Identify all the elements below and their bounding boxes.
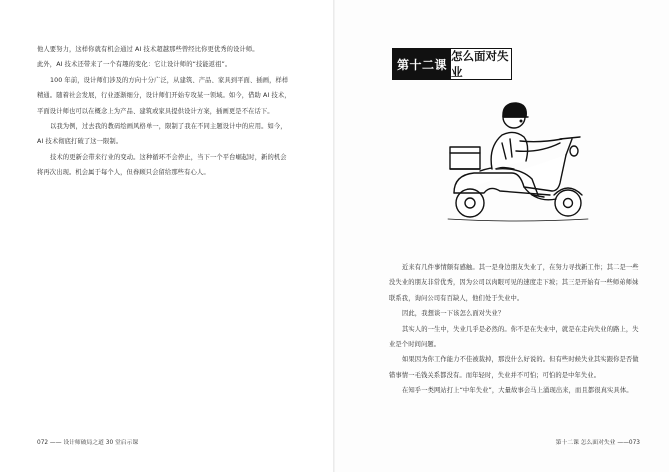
lesson-number: 第十二课 bbox=[393, 49, 451, 79]
paragraph: 其实人的一生中，失业几乎是必然的。你不是在失业中，就是在走向失业的路上，失业是个时间问题。 bbox=[389, 325, 639, 349]
lesson-banner bbox=[392, 48, 512, 80]
paragraph: 近来有几件事情颇有感触。其一是身边朋友失业了，在努力寻找新工作；其二是一些没失业的朋友非常优秀，因为公司以肉眼可见的速度走下坡；其三是开始有一些师弟师妹联系我，询问公司有百缺人，他们处于失业中。 bbox=[389, 264, 639, 302]
paragraph: 技术的更新会带来行业的变动。这种循环不会停止，当下一个平台崛起时，新的机会将再次出现。机会属于每个人，但眷顾只会留给那些有心人。 bbox=[37, 153, 287, 177]
right-page-body bbox=[389, 260, 641, 399]
paragraph: 此外，AI 技术还带来了一个有趣的变化：它让设计师的“技能返祖”。 bbox=[37, 61, 232, 69]
paragraph: 如果因为你工作能力不佳被裁掉，那没什么好说的。但有些时候失业其实跟你是否做错事情一毛钱关系都没有。而年轻时，失业并不可怕；可怕的是中年失业。 bbox=[389, 356, 639, 379]
paragraph: 他人要努力，这样你就有机会通过 AI 技术超越那些曾经比你更优秀的设计师。 bbox=[37, 46, 259, 53]
scooter-delivery-rider-illustration bbox=[440, 95, 590, 225]
left-page bbox=[0, 0, 334, 472]
lesson-title: 怎么面对失业 bbox=[451, 49, 509, 79]
paragraph: 在知乎一类网站打上“中年失业”，大量故事会马上涌现出来，而且都很真实具体。 bbox=[402, 387, 633, 395]
left-page-footer: 072 —— 设计师破局之道 30 堂启示课 bbox=[37, 440, 139, 446]
paragraph: 因此，我想谈一下该怎么面对失业？ bbox=[402, 310, 505, 318]
right-page-footer: 第十二课 怎么面对失业 ——073 bbox=[555, 440, 640, 446]
paragraph: 以我为例，过去我的教码绘画风格单一，限制了我在不同主题设计中的应用。如今，AI 技术彻底打破了这一限制。 bbox=[37, 123, 287, 146]
paragraph: 100 年前，设计师们涉及的方向十分广泛，从建筑、产品、家具到平面、插画，样样精通。随着社会发展，行业逐渐细分，设计师们开始专攻某一领域。如今，借助 AI 技术，平面设计师也可以在概念上为产品、建筑或家具提供设计方案，插画更是不在话下。 bbox=[37, 76, 291, 115]
left-page-body bbox=[37, 42, 292, 181]
